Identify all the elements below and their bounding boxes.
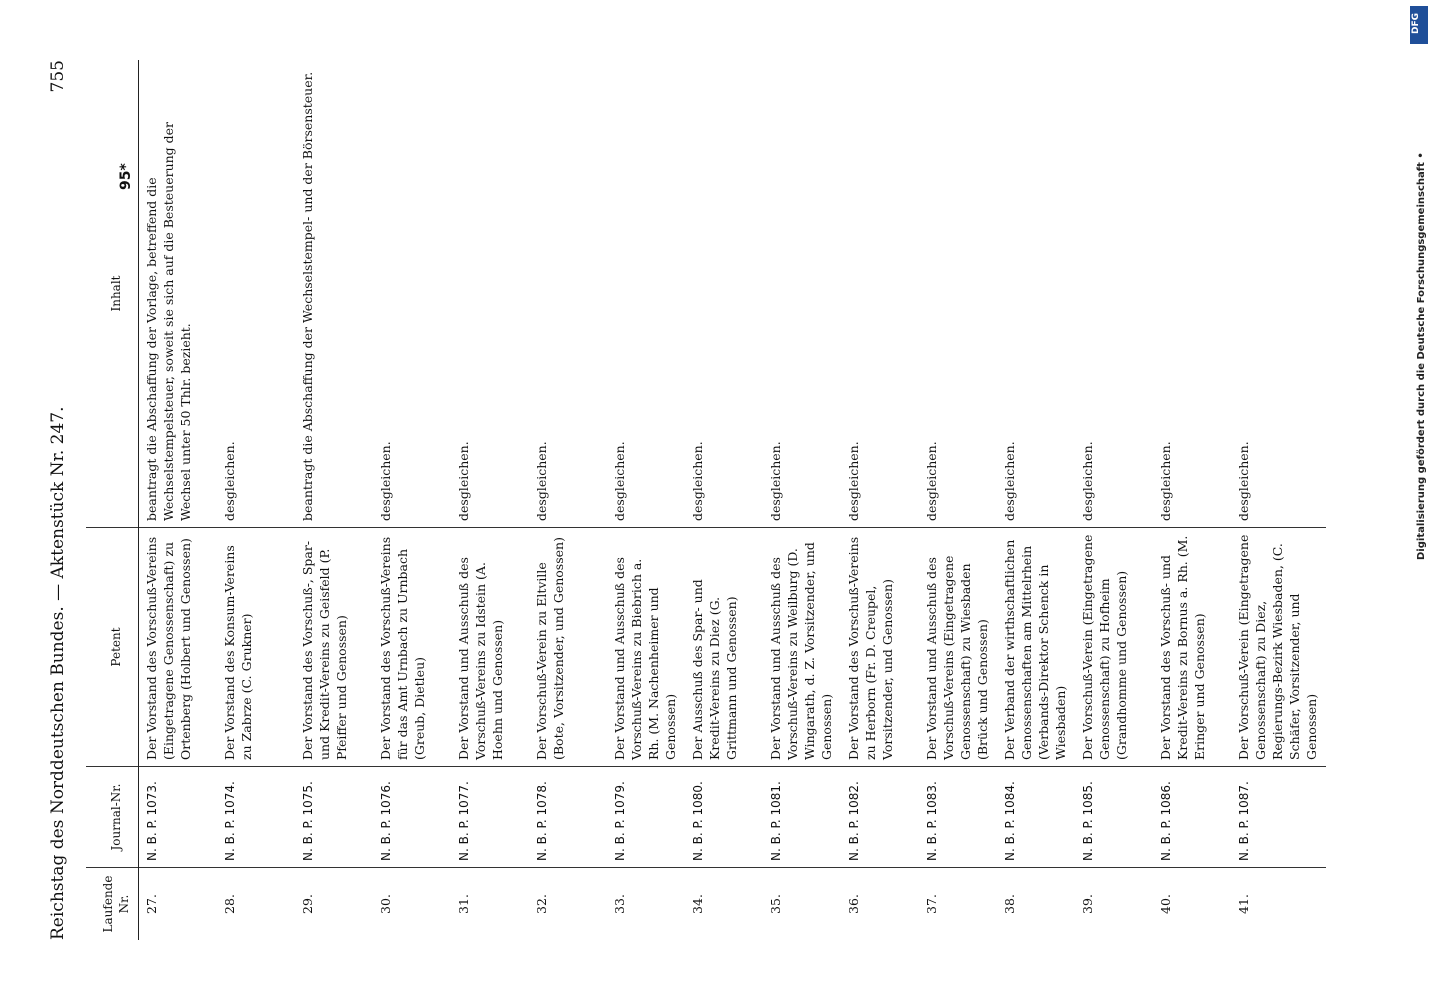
cell-petent: Der Vorstand und Ausschuß des Vorschuß-Vereins zu Idstein (A. Hoehn und Genossen) [451,528,529,767]
cell-inhalt: desgleichen. [685,60,763,528]
cell-petent: Der Vorstand und Ausschuß des Vorschuß-Vereins zu Weilburg (D. Wingarath, d. Z. Vorsitzender, und Genossen) [763,528,841,767]
cell-journal: N. B. P. 1081. [763,767,841,868]
petition-table [86,60,1326,940]
cell-petent: Der Vorstand und Ausschuß des Vorschuß-Vereins (Eingetragene Genossenschaft) zu Wiesbaden (Brück und Genossen) [919,528,997,767]
cell-nr: 27. [144,894,160,914]
table-header-row [86,60,139,940]
cell-journal: N. B. P. 1087. [1231,767,1325,868]
table-row [139,60,218,940]
cell-nr: 35. [768,894,784,914]
cell-nr: 31. [456,894,472,914]
digitization-credit [1404,0,1432,1000]
column-header-journal: Journal-Nr. [86,767,139,868]
table-row [763,60,841,940]
cell-inhalt: beantragt die Abschaffung der Vorlage, betreffend die Wechselstempelsteuer, soweit sie sich auf die Besteuerung der Wechsel unter 50 Thlr. bezieht. [139,60,218,528]
table-row [841,60,919,940]
cell-inhalt: desgleichen. [1075,60,1153,528]
cell-nr: 33. [612,894,628,914]
table-row [1153,60,1231,940]
cell-nr: 38. [1002,894,1018,914]
cell-inhalt: desgleichen. [919,60,997,528]
cell-nr: 41. [1236,894,1252,914]
cell-inhalt: desgleichen. [997,60,1075,528]
table-row [217,60,295,940]
dfg-logo-text: DFG [1411,12,1421,34]
cell-inhalt: desgleichen. [1153,60,1231,528]
cell-journal: N. B. P. 1080. [685,767,763,868]
table-row [919,60,997,940]
table-body [139,60,1326,940]
table-row [607,60,685,940]
column-header-nr: Laufende Nr. [86,868,139,941]
cell-petent: Der Vorschuß-Verein zu Eltville (Bote, Vorsitzender, und Genossen) [529,528,607,767]
cell-nr: 36. [846,894,862,914]
cell-inhalt: beantragt die Abschaffung der Wechselstempel- und der Börsensteuer. [295,60,373,528]
cell-journal: N. B. P. 1082. [841,767,919,868]
dfg-logo [1410,6,1428,44]
table-row [1231,60,1325,940]
cell-petent: Der Vorstand des Vorschuß- und Kredit-Vereins zu Bornus a. Rh. (M. Eringer und Genossen) [1153,528,1231,767]
cell-journal: N. B. P. 1083. [919,767,997,868]
cell-petent: Der Verband der wirthschaftlichen Genossenschaften am Mittelrhein (Verbands-Direktor Schenck in Wiesbaden) [997,528,1075,767]
cell-journal: N. B. P. 1073. [139,767,218,868]
cell-nr: 29. [300,894,316,914]
cell-journal: N. B. P. 1074. [217,767,295,868]
table-row [529,60,607,940]
cell-nr: 40. [1158,894,1174,914]
cell-journal: N. B. P. 1079. [607,767,685,868]
credit-text: Digitalisierung gefördert durch die Deutsche Forschungsgemeinschaft • [1416,152,1427,560]
cell-nr: 28. [222,894,238,914]
cell-nr: 39. [1080,894,1096,914]
cell-petent: Der Vorschuß-Verein (Eingetragene Genossenschaft) zu Hofheim (Grandhomme und Genossen) [1075,528,1153,767]
running-title: Reichstag des Norddeutschen Bundes. — Aktenstück Nr. 247. [48,406,68,940]
cell-petent: Der Vorstand des Vorschuß-, Spar- und Kredit-Vereins zu Geisfeld (P. Pfeiffer und Genossen) [295,528,373,767]
cell-petent: Der Vorstand des Vorschuß-Vereins (Eingetragene Genossenschaft) zu Ortenberg (Holbert und Genossen) [139,528,218,767]
table-row [1075,60,1153,940]
cell-petent: Der Vorstand und Ausschuß des Vorschuß-Vereins zu Biebrich a. Rh. (M. Nachenheimer und Genossen) [607,528,685,767]
table-row [685,60,763,940]
cell-petent: Der Ausschuß des Spar- und Kredit-Vereins zu Diez (G. Grittmann und Genossen) [685,528,763,767]
page-header [48,60,72,940]
cell-petent: Der Vorstand des Vorschuß-Vereins zu Herborn (Fr. D. Creupel, Vorsitzender, und Genossen) [841,528,919,767]
cell-journal: N. B. P. 1076. [373,767,451,868]
page-number: 755 [48,60,68,93]
cell-inhalt: desgleichen. [763,60,841,528]
cell-journal: N. B. P. 1077. [451,767,529,868]
cell-nr: 37. [924,894,940,914]
cell-journal: N. B. P. 1085. [1075,767,1153,868]
cell-nr: 30. [378,894,394,914]
cell-inhalt: desgleichen. [841,60,919,528]
column-header-petent: Petent [86,528,139,767]
cell-inhalt: desgleichen. [373,60,451,528]
table-row [451,60,529,940]
cell-inhalt: desgleichen. [529,60,607,528]
cell-inhalt: desgleichen. [217,60,295,528]
column-header-inhalt: Inhalt [86,60,139,528]
cell-journal: N. B. P. 1086. [1153,767,1231,868]
table-row [295,60,373,940]
cell-journal: N. B. P. 1084. [997,767,1075,868]
cell-inhalt: desgleichen. [607,60,685,528]
cell-nr: 32. [534,894,550,914]
table-row [997,60,1075,940]
cell-journal: N. B. P. 1078. [529,767,607,868]
cell-petent: Der Vorschuß-Verein (Eingetragene Genossenschaft) zu Diez, Regierungs-Bezirk Wiesbaden, (C. Schäfer, Vorsitzender, und Genossen) [1231,528,1325,767]
cell-petent: Der Vorstand des Konsum-Vereins zu Zabrze (C. Grukner) [217,528,295,767]
signature-mark: 95* [118,163,134,190]
table-row [373,60,451,940]
cell-nr: 34. [690,894,706,914]
cell-petent: Der Vorstand des Vorschuß-Vereins für das Amt Urnbach zu Urnbach (Greub, Dietleu) [373,528,451,767]
cell-journal: N. B. P. 1075. [295,767,373,868]
cell-inhalt: desgleichen. [451,60,529,528]
cell-inhalt: desgleichen. [1231,60,1325,528]
